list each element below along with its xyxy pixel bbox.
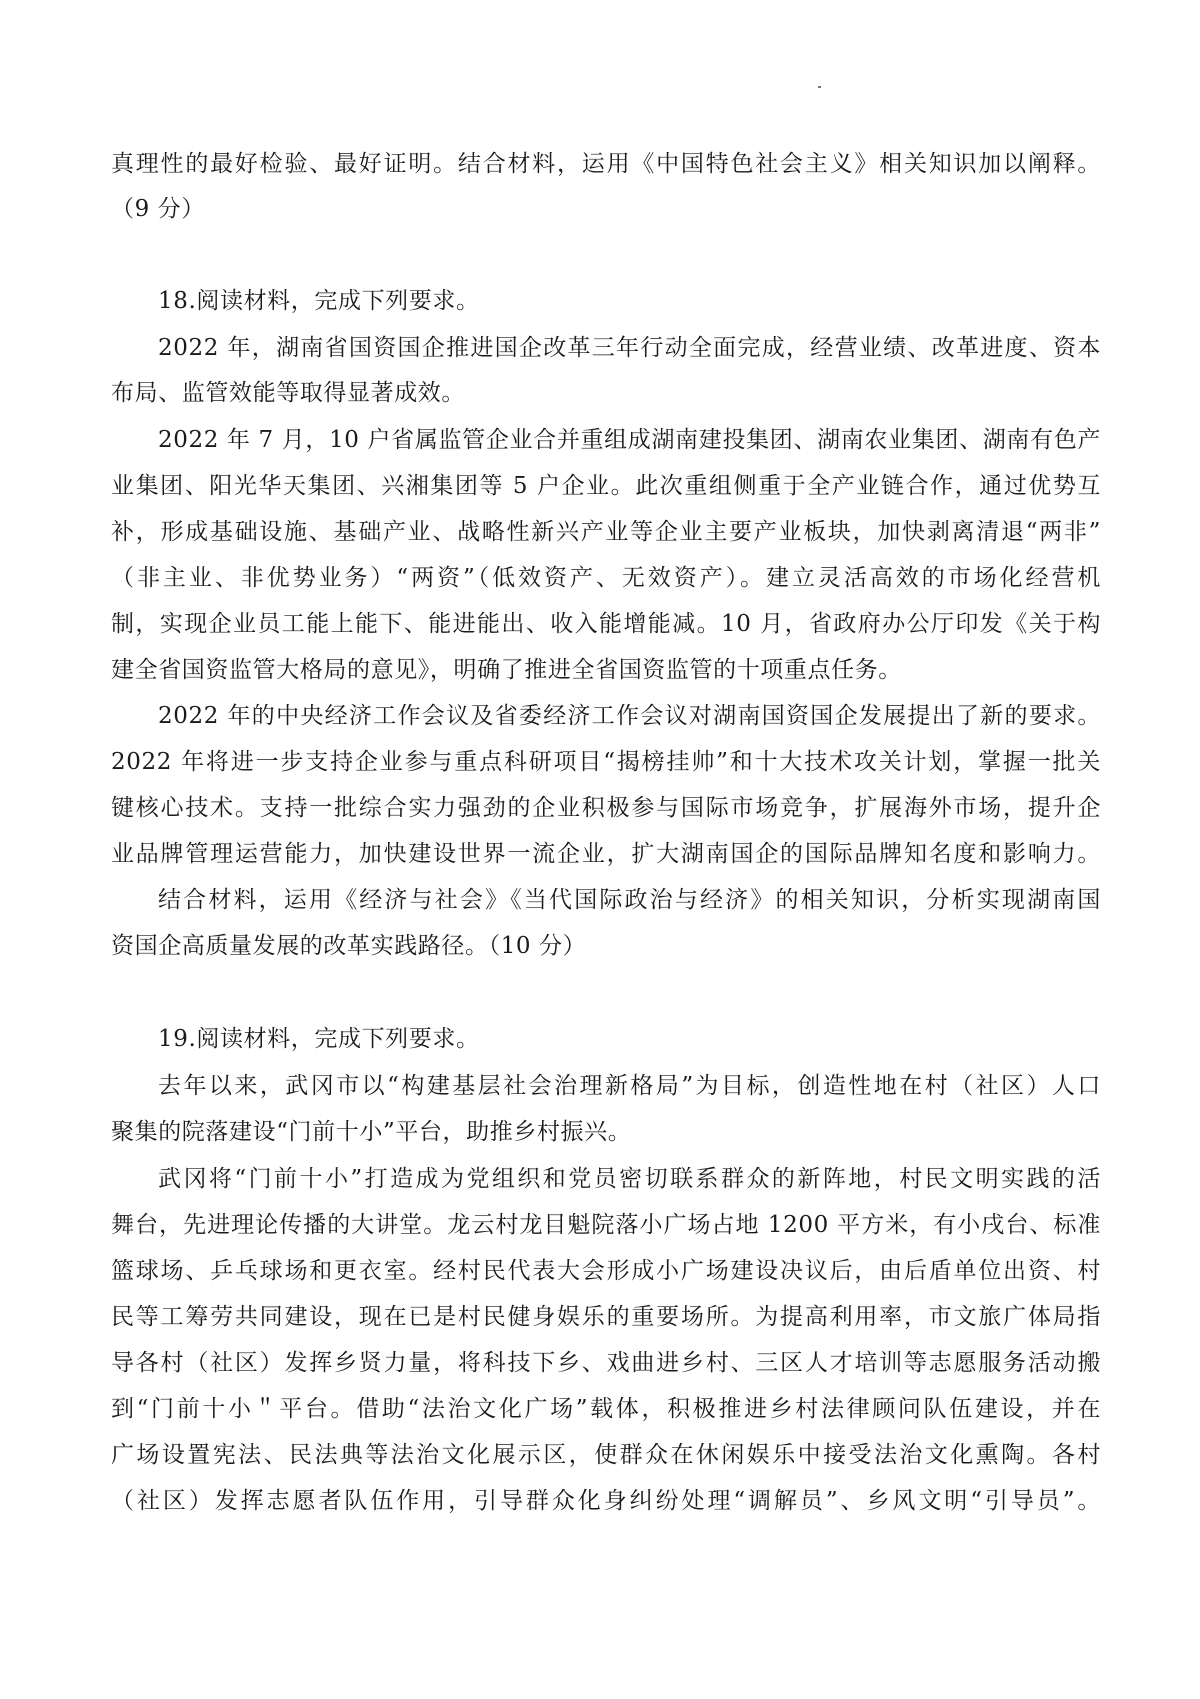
q18-line: 键核心技术。支持一批综合实力强劲的企业积极参与国际市场竞争，扩展海外市场，提升企 (111, 795, 1101, 821)
q18-line: 2022 年 7 月，10 户省属监管企业合并重组成湖南建投集团、湖南农业集团、湖南有色产 (158, 427, 1101, 453)
q19-line: （社区）发挥志愿者队伍作用，引导群众化身纠纷处理“调解员”、乡风文明“引导员”。 (111, 1488, 1101, 1514)
q18-line: （非主业、非优势业务）“两资”（低效资产、无效资产）。建立灵活高效的市场化经营机 (111, 565, 1101, 591)
q18-line: 2022 年将进一步支持企业参与重点科研项目“揭榜挂帅”和十大技术攻关计划，掌握一批关 (111, 749, 1101, 775)
q18-line: 结合材料，运用《经济与社会》《当代国际政治与经济》的相关知识，分析实现湖南国 (158, 887, 1101, 913)
q19-line: 到“门前十小＂平台。借助“法治文化广场”载体，积极推进乡村法律顾问队伍建设，并在 (111, 1396, 1101, 1422)
q18-line: 制，实现企业员工能上能下、能进能出、收入能增能减。10 月，省政府办公厅印发《关于构 (111, 611, 1101, 637)
q18-line: 布局、监管效能等取得显著成效。 (111, 380, 465, 406)
q18-heading: 18.阅读材料，完成下列要求。 (158, 288, 480, 314)
q18-line: 资国企高质量发展的改革实践路径。（10 分） (111, 933, 587, 959)
q19-line: 民等工筹劳共同建设，现在已是村民健身娱乐的重要场所。为提高利用率，市文旅广体局指 (111, 1304, 1101, 1330)
q18-line: 2022 年，湖南省国资国企推进国企改革三年行动全面完成，经营业绩、改革进度、资本 (158, 335, 1101, 361)
q19-line: 篮球场、乒乓球场和更衣室。经村民代表大会形成小广场建设决议后，由后盾单位出资、村 (111, 1258, 1101, 1284)
q19-line: 导各村（社区）发挥乡贤力量，将科技下乡、戏曲进乡村、三区人才培训等志愿服务活动搬 (111, 1350, 1101, 1376)
intro-line-2: （9 分） (111, 196, 205, 222)
intro-line-1: 真理性的最好检验、最好证明。结合材料，运用《中国特色社会主义》相关知识加以阐释。 (111, 151, 1101, 177)
q18-line: 建全省国资监管大格局的意见》，明确了推进全省国资监管的十项重点任务。 (111, 657, 902, 683)
q19-line: 去年以来，武冈市以“构建基层社会治理新格局”为目标，创造性地在村（社区）人口 (158, 1073, 1101, 1099)
q19-line: 武冈将“门前十小”打造成为党组织和党员密切联系群众的新阵地，村民文明实践的活 (158, 1166, 1101, 1192)
q18-line: 业集团、阳光华天集团、兴湘集团等 5 户企业。此次重组侧重于全产业链合作，通过优势互 (111, 473, 1101, 499)
scan-speck (818, 86, 821, 88)
q19-line: 聚集的院落建设“门前十小”平台，助推乡村振兴。 (111, 1119, 632, 1145)
q19-line: 舞台，先进理论传播的大讲堂。龙云村龙目魁院落小广场占地 1200 平方米，有小戌台、标准 (111, 1212, 1101, 1238)
q19-heading: 19.阅读材料，完成下列要求。 (158, 1026, 480, 1052)
q18-line: 业品牌管理运营能力，加快建设世界一流企业，扩大湖南国企的国际品牌知名度和影响力。 (111, 841, 1101, 867)
q18-line: 2022 年的中央经济工作会议及省委经济工作会议对湖南国资国企发展提出了新的要求。 (158, 703, 1101, 729)
q19-line: 广场设置宪法、民法典等法治文化展示区，使群众在休闲娱乐中接受法治文化熏陶。各村 (111, 1442, 1101, 1468)
q18-line: 补，形成基础设施、基础产业、战略性新兴产业等企业主要产业板块，加快剥离清退“两非” (111, 519, 1101, 545)
